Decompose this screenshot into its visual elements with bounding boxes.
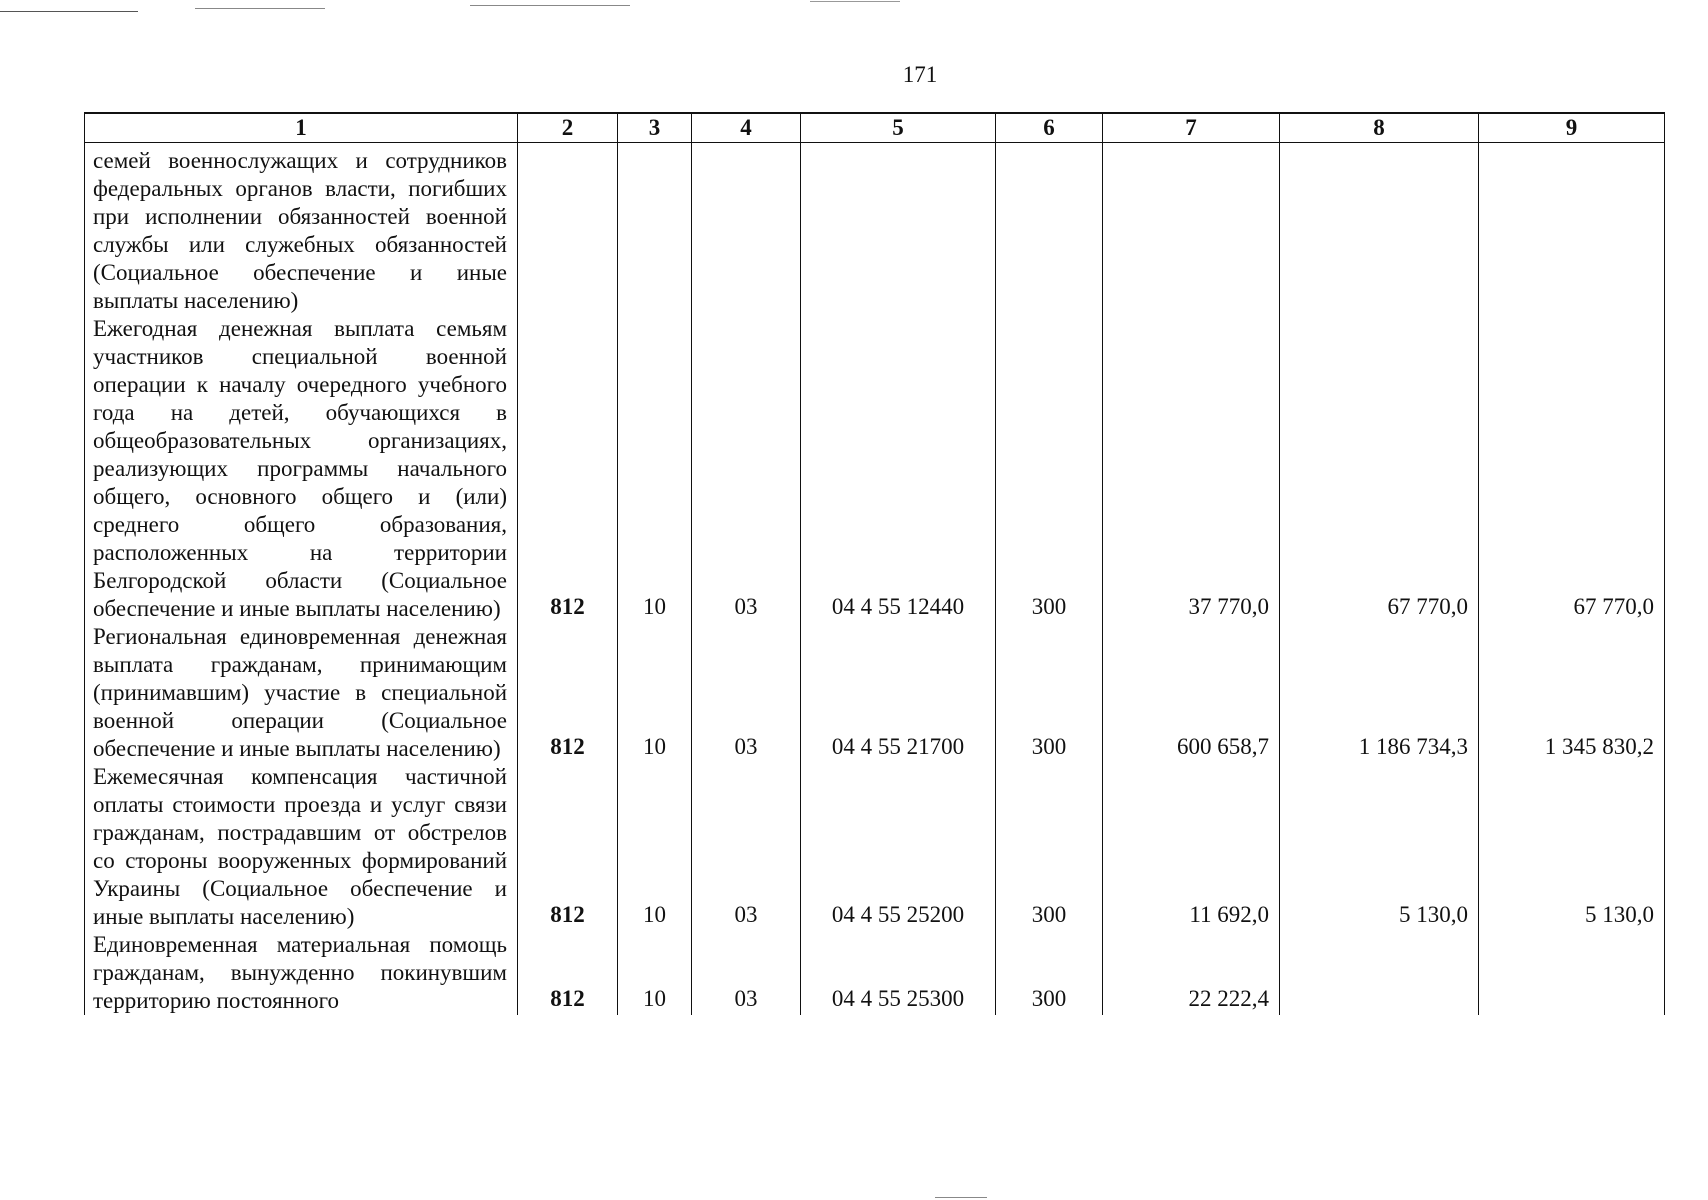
column-header: 6 [996,113,1103,143]
cell-amount-col9 [1479,143,1665,316]
cell-expense-type [996,143,1103,316]
cell-subsection: 03 [692,763,801,931]
cell-target-article: 04 4 55 25300 [801,931,996,1015]
cell-expense-type: 300 [996,763,1103,931]
cell-target-article: 04 4 55 21700 [801,623,996,763]
page-number: 171 [902,62,938,87]
table-row [85,315,1665,623]
row-description: Ежегодная денежная выплата семьям участников специальной военной операции к началу очередного учебного года на детей, обучающихся в общеобразовательных организациях, реализующих программы начального общего, основного общего и (или) среднего общего образования, расположенных на территории Белгородской области (Социальное обеспечение и иные выплаты населению) [85,315,518,623]
cell-subsection: 03 [692,931,801,1015]
scan-line [195,8,325,9]
cell-code: 812 [518,763,618,931]
cell-amount-col9 [1479,931,1665,1015]
scan-line [810,1,900,2]
cell-target-article: 04 4 55 12440 [801,315,996,623]
cell-amount-col8: 67 770,0 [1280,315,1479,623]
cell-code: 812 [518,315,618,623]
cell-amount-col9: 5 130,0 [1479,763,1665,931]
row-description: Региональная единовременная денежная выплата гражданам, принимающим (принимавшим) участие в специальной военной операции (Социальное обеспечение и иные выплаты населению) [85,623,518,763]
cell-amount-col7 [1103,143,1280,316]
cell-amount-col8 [1280,143,1479,316]
row-description: Ежемесячная компенсация частичной оплаты стоимости проезда и услуг связи гражданам, пострадавшим от обстрелов со стороны вооруженных формирований Украины (Социальное обеспечение и иные выплаты населению) [85,763,518,931]
cell-expense-type: 300 [996,931,1103,1015]
column-header: 1 [85,113,518,143]
scan-line [935,1197,987,1198]
cell-amount-col8 [1280,931,1479,1015]
cell-amount-col7: 22 222,4 [1103,931,1280,1015]
budget-table [84,112,1665,1015]
table-header-row [85,113,1665,143]
scan-line [0,11,138,12]
cell-code: 812 [518,931,618,1015]
cell-code [518,143,618,316]
row-description: семей военнослужащих и сотрудников федеральных органов власти, погибших при исполнении обязанностей военной службы или служебных обязанностей (Социальное обеспечение и иные выплаты населению) [85,143,518,316]
cell-subsection [692,143,801,316]
table-row [85,143,1665,316]
cell-section: 10 [618,763,692,931]
column-header: 4 [692,113,801,143]
column-header: 5 [801,113,996,143]
cell-section: 10 [618,623,692,763]
column-header: 9 [1479,113,1665,143]
cell-amount-col7: 600 658,7 [1103,623,1280,763]
cell-code: 812 [518,623,618,763]
cell-section: 10 [618,315,692,623]
table-row [85,931,1665,1015]
cell-subsection: 03 [692,623,801,763]
cell-section [618,143,692,316]
cell-expense-type: 300 [996,623,1103,763]
cell-amount-col9: 1 345 830,2 [1479,623,1665,763]
cell-amount-col7: 11 692,0 [1103,763,1280,931]
table-row [85,623,1665,763]
cell-target-article [801,143,996,316]
cell-subsection: 03 [692,315,801,623]
cell-expense-type: 300 [996,315,1103,623]
cell-target-article: 04 4 55 25200 [801,763,996,931]
cell-amount-col9: 67 770,0 [1479,315,1665,623]
column-header: 3 [618,113,692,143]
table-row [85,763,1665,931]
cell-amount-col7: 37 770,0 [1103,315,1280,623]
cell-amount-col8: 5 130,0 [1280,763,1479,931]
cell-amount-col8: 1 186 734,3 [1280,623,1479,763]
row-description: Единовременная материальная помощь гражданам, вынужденно покинувшим территорию постоянного [85,931,518,1015]
scan-line [470,5,630,6]
column-header: 7 [1103,113,1280,143]
column-header: 2 [518,113,618,143]
column-header: 8 [1280,113,1479,143]
cell-section: 10 [618,931,692,1015]
